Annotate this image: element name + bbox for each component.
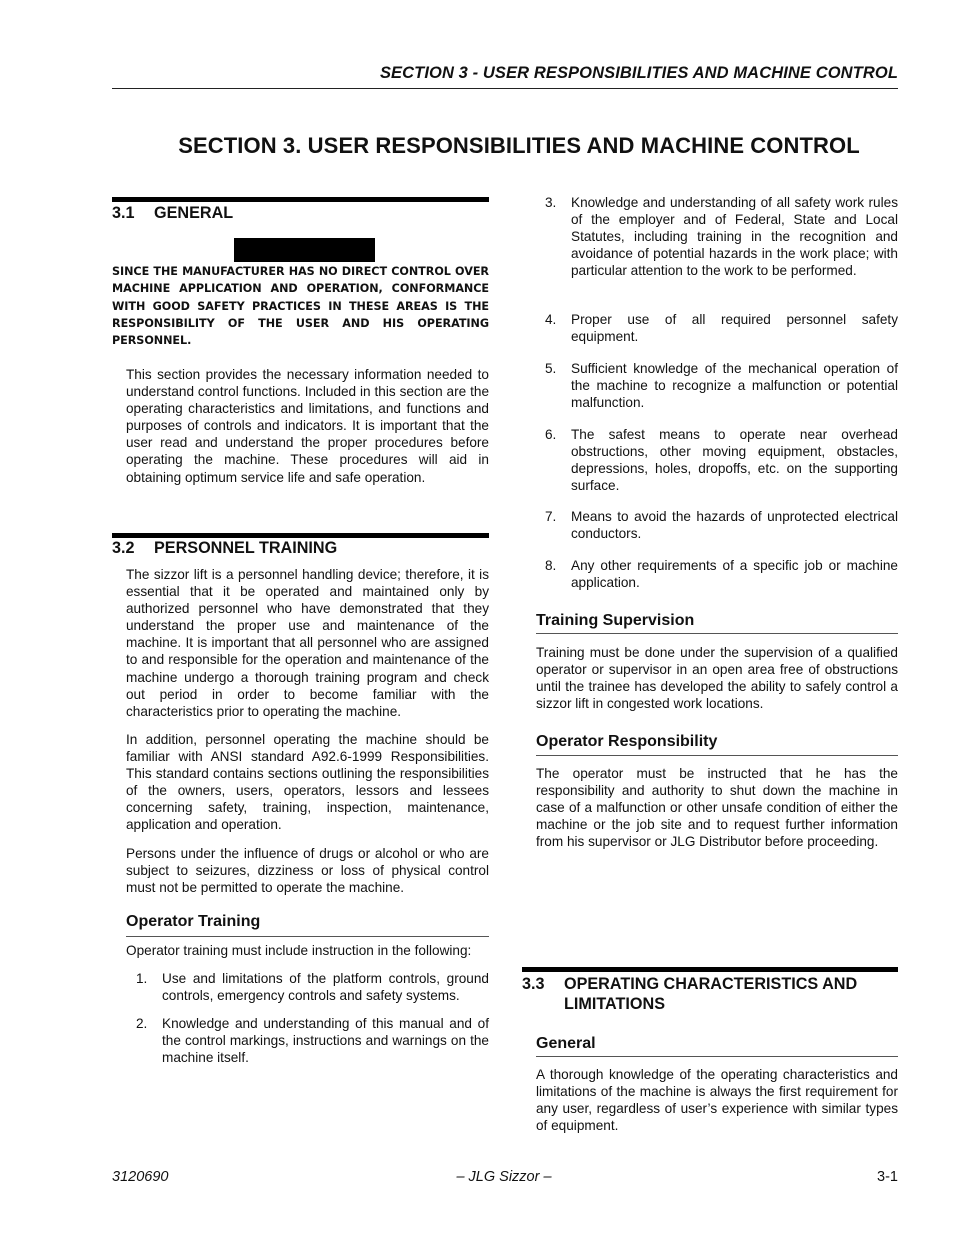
operator-responsibility-paragraph: The operator must be instructed that he has the responsibility and authority to shut down the machine in case of a malfunction or other unsafe condition of either the machine or the job site and to request further information from his supervisor or JLG Distributor before proceeding. bbox=[536, 766, 898, 850]
general-rule bbox=[536, 1056, 898, 1057]
list-item-number: 2. bbox=[136, 1016, 148, 1031]
section-3-1-number: 3.1 bbox=[112, 204, 135, 222]
footer-doc-number: 3120690 bbox=[112, 1169, 169, 1185]
section-3-3-heading bbox=[522, 974, 857, 1014]
list-item-number: 5. bbox=[545, 361, 557, 376]
list-item bbox=[545, 426, 898, 494]
list-item-text: Any other requirements of a specific job or machine application. bbox=[571, 558, 898, 591]
section-3-3-number: 3.3 bbox=[522, 975, 545, 993]
list-item-text: Knowledge and understanding of all safety work rules of the employer and of Federal, State and Local Statutes, including training in the recognition and avoidance of potential hazards in the work place; with particular attention to the work to be performed. bbox=[571, 195, 898, 279]
section-3-1-heading bbox=[112, 203, 233, 223]
list-item-text: Use and limitations of the platform controls, ground controls, emergency controls and safety systems. bbox=[162, 971, 489, 1004]
personnel-training-paragraph-1: The sizzor lift is a personnel handling device; therefore, it is essential that it be operated and maintained only by authorized personnel who have demonstrated that they understand the proper use and maintenance of the machine. It is important that all personnel who are assigned to and responsible for the operation and maintenance of the machine undergo a thorough training program and check out period in order to become familiar with the characteristics prior to operating the machine. bbox=[126, 567, 489, 719]
operator-responsibility-heading: Operator Responsibility bbox=[536, 733, 718, 750]
list-item-text: Means to avoid the hazards of unprotected electrical conductors. bbox=[571, 509, 898, 542]
list-item bbox=[136, 970, 489, 1004]
list-item bbox=[545, 557, 898, 591]
list-item-number: 8. bbox=[545, 558, 557, 573]
running-header: SECTION 3 - USER RESPONSIBILITIES AND MACHINE CONTROL bbox=[379, 64, 898, 82]
list-item-text: Sufficient knowledge of the mechanical operation of the machine to recognize a malfunction or potential malfunction. bbox=[571, 361, 898, 411]
section-3-3-title-line-2: LIMITATIONS bbox=[564, 995, 666, 1013]
warning-text: SINCE THE MANUFACTURER HAS NO DIRECT CONTROL OVER MACHINE APPLICATION AND OPERATION, CONFORMANCE WITH GOOD SAFETY PRACTICES IN THESE AREAS IS THE RESPONSIBILITY OF THE USER AND HIS OPERATING PERSONNEL. bbox=[112, 265, 489, 348]
general-paragraph: A thorough knowledge of the operating characteristics and limitations of the machine is always the first requirement for any user, regardless of user’s experience with similar types of equipment. bbox=[536, 1067, 898, 1134]
section-3-3-bar bbox=[522, 967, 898, 972]
section-3-1-bar bbox=[112, 197, 489, 202]
warning-label-box bbox=[234, 238, 375, 262]
list-item bbox=[545, 194, 898, 279]
section-3-3-title-line-1: OPERATING CHARACTERISTICS AND bbox=[564, 975, 858, 993]
page-title: SECTION 3. USER RESPONSIBILITIES AND MACHINE CONTROL bbox=[178, 133, 860, 158]
section-3-2-title: PERSONNEL TRAINING bbox=[154, 539, 338, 557]
list-item bbox=[545, 311, 898, 345]
list-item-number: 3. bbox=[545, 195, 557, 210]
training-supervision-heading: Training Supervision bbox=[536, 612, 695, 629]
header-rule bbox=[112, 88, 898, 89]
operator-training-heading: Operator Training bbox=[126, 913, 261, 930]
operator-training-rule bbox=[126, 936, 489, 937]
operator-responsibility-rule bbox=[536, 755, 898, 756]
list-item bbox=[136, 1015, 489, 1066]
section-3-1-paragraph: This section provides the necessary information needed to understand control functions. Included in this section are the operating characteristics and limitations, and functions and purposes of controls and indicators. It is important that the user read and understand the proper procedures before operating the machine. These procedures will aid in obtaining optimum service life and safe operation. bbox=[126, 367, 489, 485]
section-3-2-heading bbox=[112, 538, 337, 558]
personnel-training-paragraph-3: Persons under the influence of drugs or alcohol or who are subject to seizures, dizziness or loss of physical control must not be permitted to operate the machine. bbox=[126, 846, 489, 896]
personnel-training-paragraph-2: In addition, personnel operating the machine should be familiar with ANSI standard A92.6-1999 Responsibilities. This standard contains sections outlining the responsibilities of the owners, users, operators, lessors and lessees concerning safety, training, inspection, maintenance, application and operation. bbox=[126, 732, 489, 833]
list-item-number: 4. bbox=[545, 312, 557, 327]
list-item-number: 6. bbox=[545, 427, 557, 442]
list-item-text: The safest means to operate near overhead obstructions, other moving equipment, obstacles, depressions, holes, dropoffs, etc. on the supporting surface. bbox=[571, 427, 898, 494]
footer-page-number: 3-1 bbox=[877, 1169, 898, 1185]
list-item bbox=[545, 360, 898, 411]
training-supervision-rule bbox=[536, 633, 898, 634]
section-3-1-title: GENERAL bbox=[154, 204, 234, 222]
operator-training-intro: Operator training must include instruction in the following: bbox=[126, 943, 472, 958]
list-item-text: Proper use of all required personnel safety equipment. bbox=[571, 312, 898, 345]
list-item-number: 1. bbox=[136, 971, 148, 986]
section-3-2-number: 3.2 bbox=[112, 539, 135, 557]
footer-product-name: – JLG Sizzor – bbox=[456, 1169, 552, 1185]
general-subheading: General bbox=[536, 1035, 596, 1052]
training-supervision-paragraph: Training must be done under the supervision of a qualified operator or supervisor in an open area free of obstructions until the trainee has developed the ability to safely control a sizzor lift in congested work locations. bbox=[536, 645, 898, 712]
list-item-number: 7. bbox=[545, 509, 557, 524]
list-item-text: Knowledge and understanding of this manual and of the control markings, instructions and warnings on the machine itself. bbox=[162, 1016, 489, 1066]
list-item bbox=[545, 508, 898, 542]
